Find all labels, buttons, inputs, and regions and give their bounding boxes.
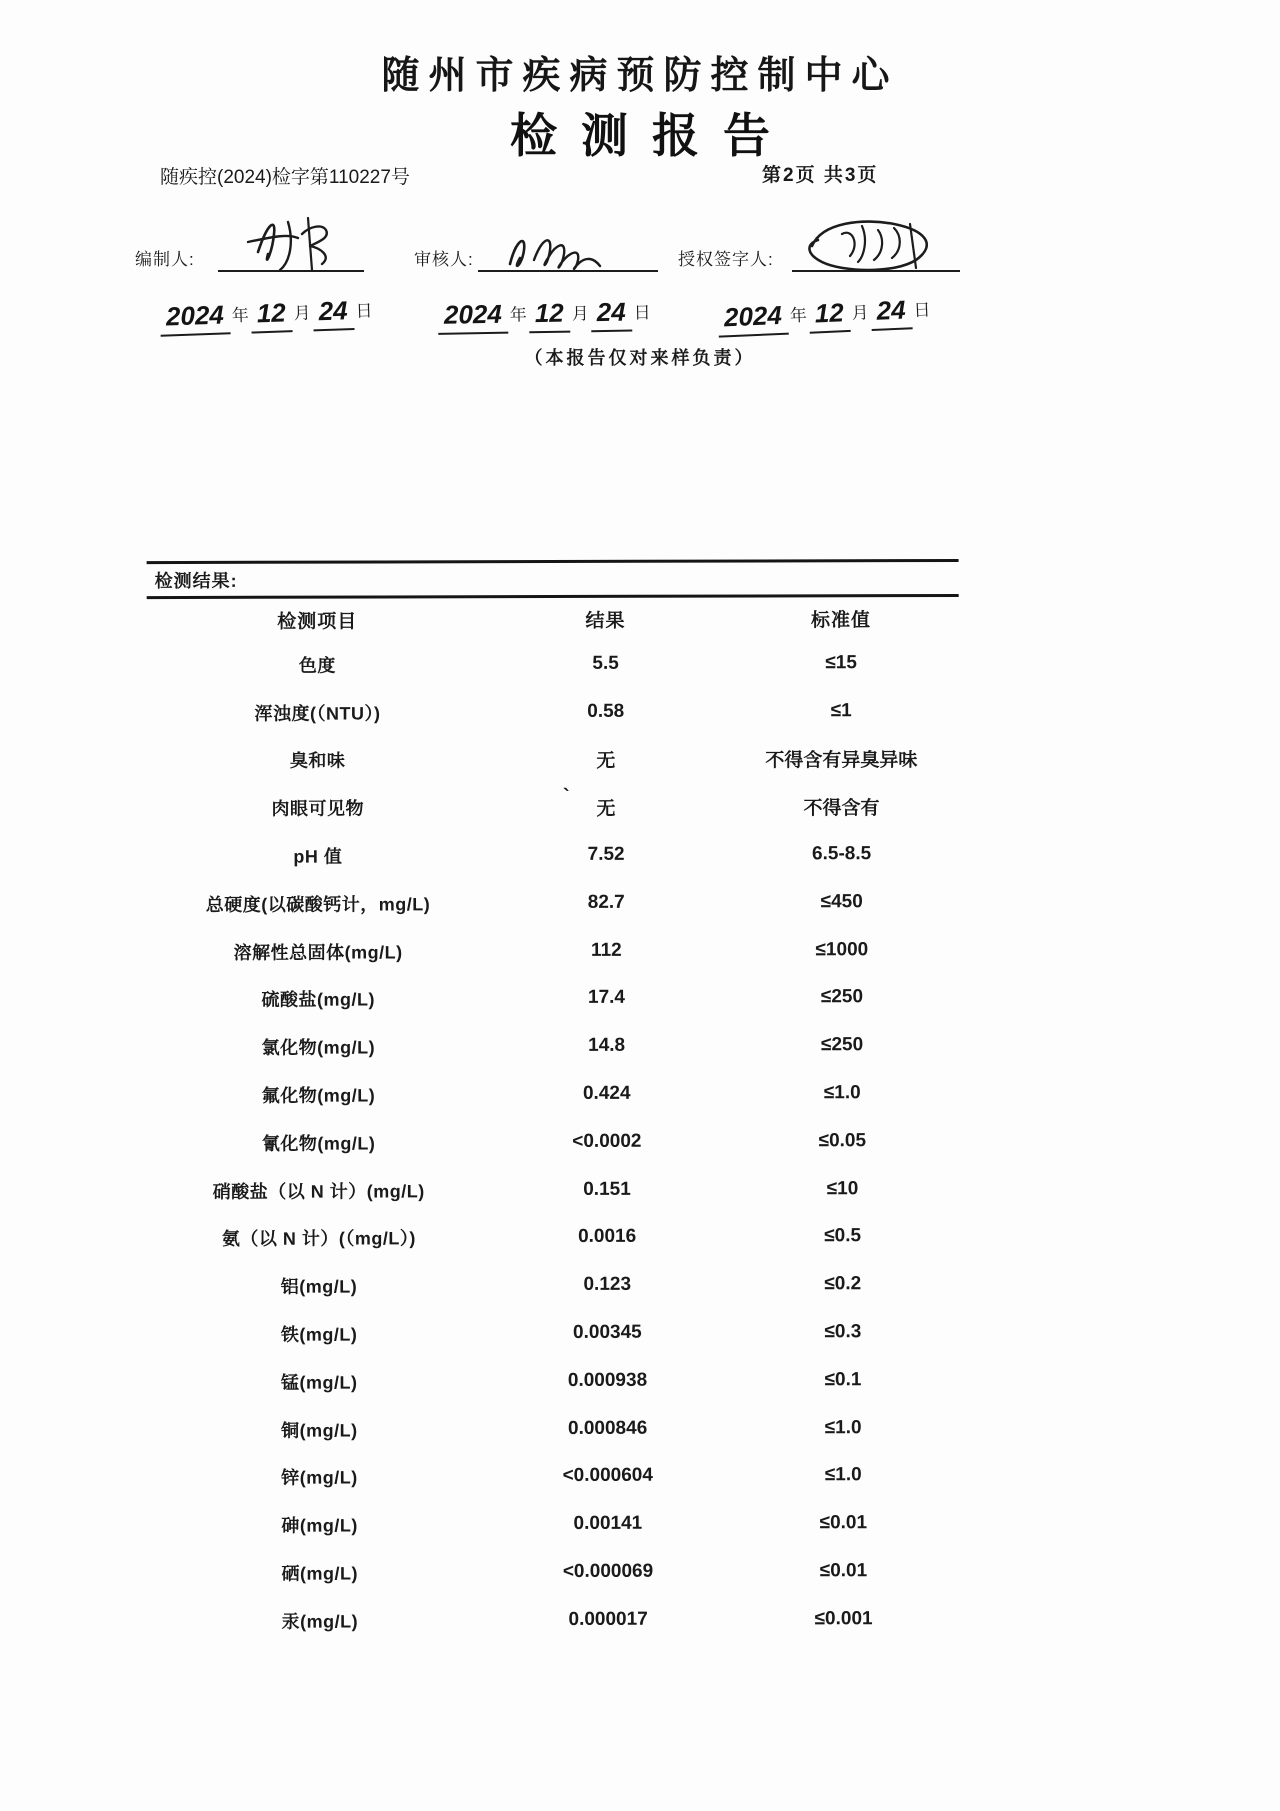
standard-cell: ≤10 xyxy=(826,1177,859,1199)
table-row xyxy=(147,639,959,689)
sample-responsibility-note: （本报告仅对来样负责） xyxy=(524,348,756,368)
year-label: 年 xyxy=(789,305,808,326)
preparer-date-day: 24 xyxy=(312,295,354,331)
reviewer-date-month: 12 xyxy=(529,298,571,334)
item-cell: 氟化物(mg/L) xyxy=(261,1085,376,1106)
table-row xyxy=(148,1260,960,1310)
month-label: 月 xyxy=(571,304,589,324)
item-cell: 臭和味 xyxy=(289,751,346,772)
authorizer-signature xyxy=(798,214,954,276)
results-section xyxy=(147,559,962,1645)
standard-cell: ≤0.01 xyxy=(819,1512,868,1534)
table-row xyxy=(148,1069,960,1119)
table-row xyxy=(147,687,959,737)
preparer-signature xyxy=(236,212,350,274)
standard-cell: 6.5-8.5 xyxy=(811,843,872,865)
standard-cell: 不得含有异臭异味 xyxy=(765,750,918,772)
standard-cell: ≤450 xyxy=(820,891,863,913)
result-cell: 0.151 xyxy=(583,1178,631,1200)
authorizer-date-month: 12 xyxy=(808,297,850,334)
item-cell: 硫酸盐(mg/L) xyxy=(261,989,376,1011)
result-cell: <0.000604 xyxy=(562,1465,653,1487)
standard-cell: ≤0.001 xyxy=(814,1607,873,1630)
results-section-label xyxy=(147,559,959,599)
preparer-date xyxy=(159,294,375,336)
page-number-info: 第2页 共3页 xyxy=(762,165,879,186)
result-cell: 0.00345 xyxy=(572,1321,642,1343)
result-cell: 无 xyxy=(596,750,616,772)
item-cell: 总硬度(以碳酸钙计，mg/L) xyxy=(205,894,431,915)
table-row xyxy=(149,1451,961,1501)
day-label: 日 xyxy=(913,300,931,321)
table-header-row xyxy=(147,597,959,641)
item-cell: 汞(mg/L) xyxy=(281,1611,359,1632)
reviewer-date-year: 2024 xyxy=(438,299,508,335)
day-label: 日 xyxy=(355,301,373,321)
authorizer-label: 授权签字人: xyxy=(678,250,774,269)
table-row xyxy=(148,1212,960,1262)
standard-cell: ≤250 xyxy=(820,1034,864,1056)
item-cell: 浑浊度(（NTU）) xyxy=(254,703,381,724)
standard-cell: ≤0.2 xyxy=(824,1273,862,1295)
year-label: 年 xyxy=(509,305,527,325)
column-header-result: 结果 xyxy=(585,610,626,632)
table-row xyxy=(147,878,959,928)
report-number: 随疾控(2024)检字第110227号 xyxy=(160,167,410,188)
result-cell: <0.000069 xyxy=(562,1560,654,1583)
authorizer-date-day: 24 xyxy=(870,294,912,331)
standard-cell: ≤0.3 xyxy=(824,1321,862,1343)
scan-artifact-mark: ` xyxy=(563,786,570,808)
table-row xyxy=(149,1356,961,1406)
standard-cell: ≤1.0 xyxy=(823,1082,861,1104)
result-cell: 82.7 xyxy=(587,891,625,913)
result-cell: 无 xyxy=(596,798,616,820)
standard-cell: ≤0.5 xyxy=(824,1225,862,1247)
table-row xyxy=(148,1021,960,1071)
item-cell: 硒(mg/L) xyxy=(281,1563,359,1584)
result-cell: 0.0016 xyxy=(578,1226,637,1248)
result-cell: 0.424 xyxy=(582,1082,631,1104)
reviewer-date xyxy=(438,296,653,335)
month-label: 月 xyxy=(851,303,870,323)
result-cell: <0.0002 xyxy=(572,1130,642,1152)
table-row xyxy=(149,1499,961,1549)
preparer-label: 编制人: xyxy=(135,250,195,269)
result-cell: 7.52 xyxy=(587,843,625,865)
item-cell: 硝酸盐（以 N 计）(mg/L) xyxy=(212,1180,425,1202)
table-row xyxy=(147,830,959,880)
result-cell: 112 xyxy=(591,939,622,961)
item-cell: 锌(mg/L) xyxy=(281,1467,358,1489)
table-row xyxy=(147,782,959,832)
standard-cell: ≤1.0 xyxy=(824,1464,862,1486)
standard-cell: ≤1.0 xyxy=(824,1416,862,1438)
standard-cell: ≤0.05 xyxy=(818,1130,867,1152)
result-cell: 14.8 xyxy=(588,1035,626,1057)
item-cell: 肉眼可见物 xyxy=(271,798,365,820)
standard-cell: 不得含有 xyxy=(803,797,880,820)
reviewer-signature xyxy=(500,222,630,274)
preparer-date-month: 12 xyxy=(250,297,292,333)
standard-cell: ≤1 xyxy=(830,699,852,721)
standard-cell: ≤15 xyxy=(825,652,857,674)
table-row xyxy=(149,1308,961,1358)
table-row xyxy=(149,1404,961,1454)
item-cell: 砷(mg/L) xyxy=(281,1515,358,1536)
result-cell: 0.123 xyxy=(583,1274,632,1296)
result-cell: 0.58 xyxy=(587,700,625,722)
standard-cell: ≤250 xyxy=(820,986,864,1008)
org-name: 随州市疾病预防控制中心 xyxy=(381,55,899,97)
standard-cell: ≤0.1 xyxy=(824,1369,862,1391)
item-cell: 铜(mg/L) xyxy=(281,1420,358,1441)
table-row xyxy=(148,974,960,1024)
table-row xyxy=(149,1595,961,1645)
result-cell: 5.5 xyxy=(592,652,619,674)
day-label: 日 xyxy=(633,303,651,323)
standard-cell: ≤1000 xyxy=(815,938,869,960)
item-cell: 氰化物(mg/L) xyxy=(261,1133,376,1154)
item-cell: 溶解性总固体(mg/L) xyxy=(233,942,403,963)
preparer-date-year: 2024 xyxy=(159,299,230,336)
results-table xyxy=(147,597,962,1645)
page-title: 检测报告 xyxy=(510,111,794,163)
item-cell: 铝(mg/L) xyxy=(280,1276,358,1297)
result-cell: 17.4 xyxy=(587,987,626,1009)
item-cell: 锰(mg/L) xyxy=(280,1372,358,1393)
authorizer-date xyxy=(717,293,933,337)
table-row xyxy=(149,1547,961,1597)
table-row xyxy=(148,1117,960,1167)
item-cell: pH 值 xyxy=(293,846,343,867)
results-label-text: 检测结果: xyxy=(154,570,238,592)
column-header-standard: 标准值 xyxy=(810,609,872,631)
standard-cell: ≤0.01 xyxy=(819,1560,868,1582)
authorizer-date-year: 2024 xyxy=(717,300,788,338)
result-cell: 0.000846 xyxy=(567,1417,648,1439)
year-label: 年 xyxy=(231,305,250,326)
table-row xyxy=(148,1165,960,1215)
result-cell: 0.000017 xyxy=(568,1608,648,1630)
item-cell: 氯化物(mg/L) xyxy=(261,1037,376,1059)
column-header-item: 检测项目 xyxy=(277,611,358,633)
table-row xyxy=(147,735,959,785)
item-cell: 氨（以 N 计）(（mg/L）) xyxy=(221,1228,416,1250)
table-row xyxy=(148,926,960,976)
reviewer-label: 审核人: xyxy=(414,250,474,269)
result-cell: 0.000938 xyxy=(567,1369,648,1391)
item-cell: 铁(mg/L) xyxy=(280,1324,358,1345)
result-cell: 0.00141 xyxy=(573,1513,643,1535)
reviewer-date-day: 24 xyxy=(590,296,632,332)
results-table-body xyxy=(147,639,962,1645)
item-cell: 色度 xyxy=(298,655,336,676)
month-label: 月 xyxy=(293,303,312,324)
